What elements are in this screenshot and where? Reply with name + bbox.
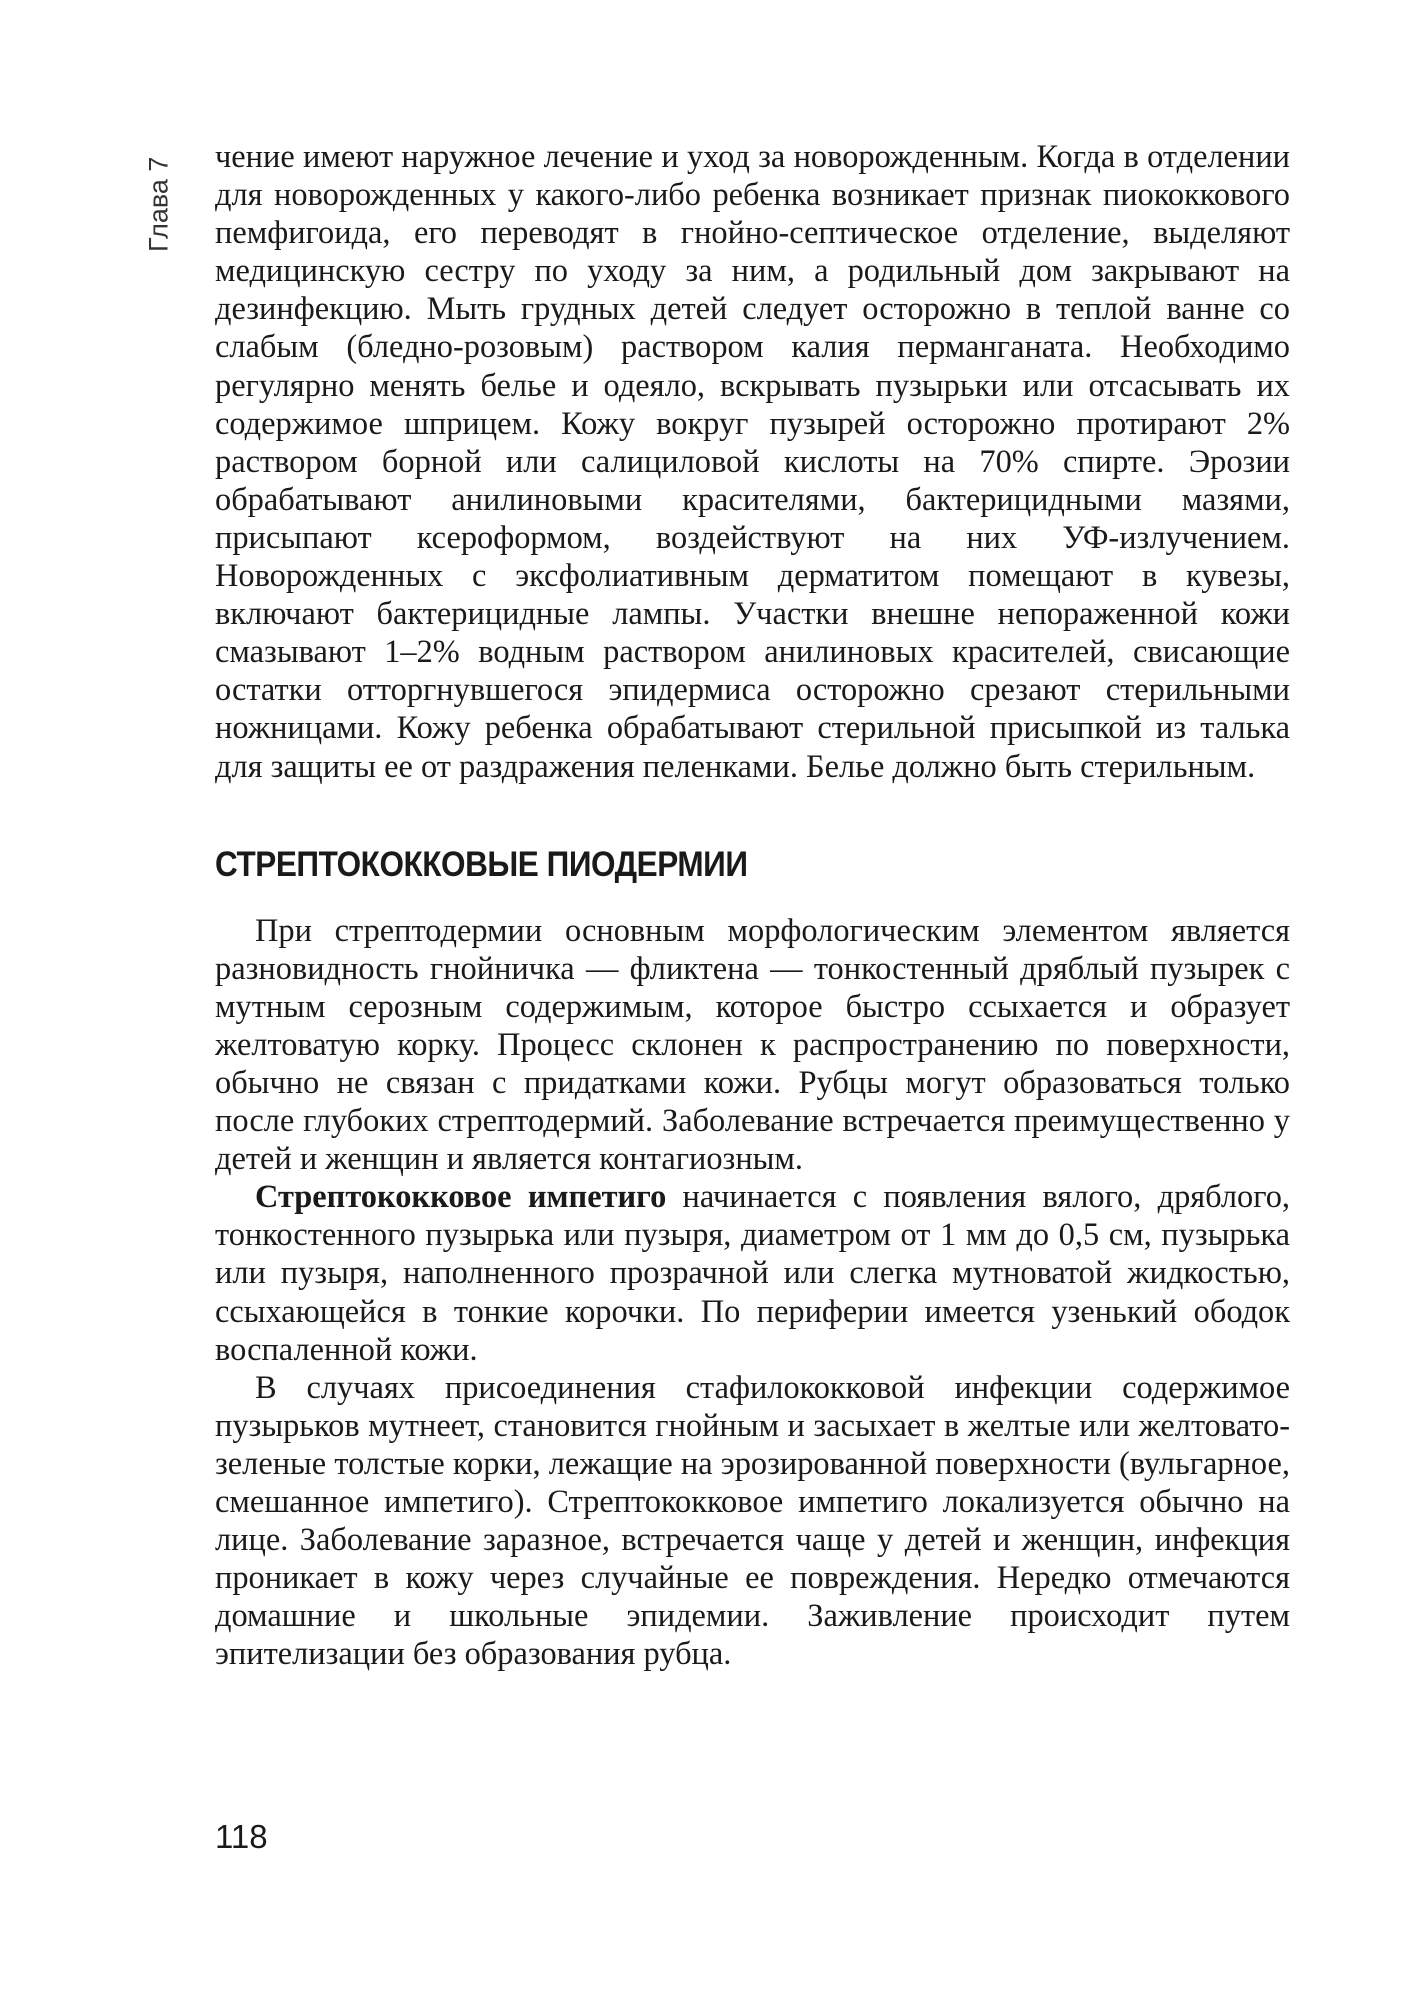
page-number: 118	[215, 1818, 268, 1855]
section-heading: СТРЕПТОКОККОВЫЕ ПИОДЕРМИИ	[215, 844, 748, 884]
text-column	[215, 138, 1290, 1673]
running-head-chapter: Глава 7	[143, 156, 174, 252]
section-paragraph-3: В случаях присоединения стафилококковой инфекции содержимое пузырьков мутнеет, становится гнойным и засыхает в желтые или желтовато-зеленые толстые корки, лежащие на эрозированной поверхности (вульгарное, смешанное импетиго). Стрептококковое импетиго локализуется обычно на лице. Заболевание заразное, встречается чаще у детей и женщин, инфекция проникает в кожу через случайные ее повреждения. Нередко отмечаются домашние и школьные эпидемии. Заживление происходит путем эпителизации без образования рубца.	[215, 1369, 1290, 1673]
impetigo-term: Стрептококковое импетиго	[255, 1179, 667, 1216]
intro-paragraph: чение имеют наружное лечение и уход за новорожденным. Когда в отделении для новорожденных у какого-либо ребенка возникает признак пиококкового пемфигоида, его переводят в гнойно-септическое отделение, выделяют медицинскую сестру по уходу за ним, а родильный дом закрывают на дезинфекцию. Мыть грудных детей следует осторожно в теплой ванне со слабым (бледно-розовым) раствором калия перманганата. Необходимо регулярно менять белье и одеяло, вскрывать пузырьки или отсасывать их содержимое шприцем. Кожу вокруг пузырей осторожно протирают 2% раствором борной или салициловой кислоты на 70% спирте. Эрозии обрабатывают анилиновыми красителями, бактерицидными мазями, присыпают ксероформом, воздействуют на них УФ-излучением. Новорожденных с эксфолиативным дерматитом помещают в кувезы, включают бактерицидные лампы. Участки внешне непораженной кожи смазывают 1–2% водным раствором анилиновых красителей, свисающие остатки отторгнувшегося эпидермиса осторожно срезают стерильными ножницами. Кожу ребенка обрабатывают стерильной присыпкой из талька для защиты ее от раздражения пеленками. Белье должно быть стерильным.	[215, 139, 1290, 785]
impetigo-text: начинается с появления вялого, дряблого, тонкостенного пузырька или пузыря, диаметром от 1 мм до 0,5 см, пузырька или пузыря, наполненного прозрачной или слегка мутноватой жидкостью, ссыхающейся в тонкие корочки. По периферии имеется узенький ободок воспаленной кожи.	[215, 1179, 1290, 1368]
section-paragraph-1: При стрептодермии основным морфологическим элементом является разновидность гнойничка — фликтена — тонкостенный дряблый пузырек с мутным серозным содержимым, которое быстро ссыхается и образует желтоватую корку. Процесс склонен к распространению по поверхности, обычно не связан с придатками кожи. Рубцы могут образоваться только после глубоких стрептодермий. Заболевание встречается преимущественно у детей и женщин и является контагиозным.	[215, 912, 1290, 1178]
section-paragraph-2	[215, 1178, 1290, 1368]
